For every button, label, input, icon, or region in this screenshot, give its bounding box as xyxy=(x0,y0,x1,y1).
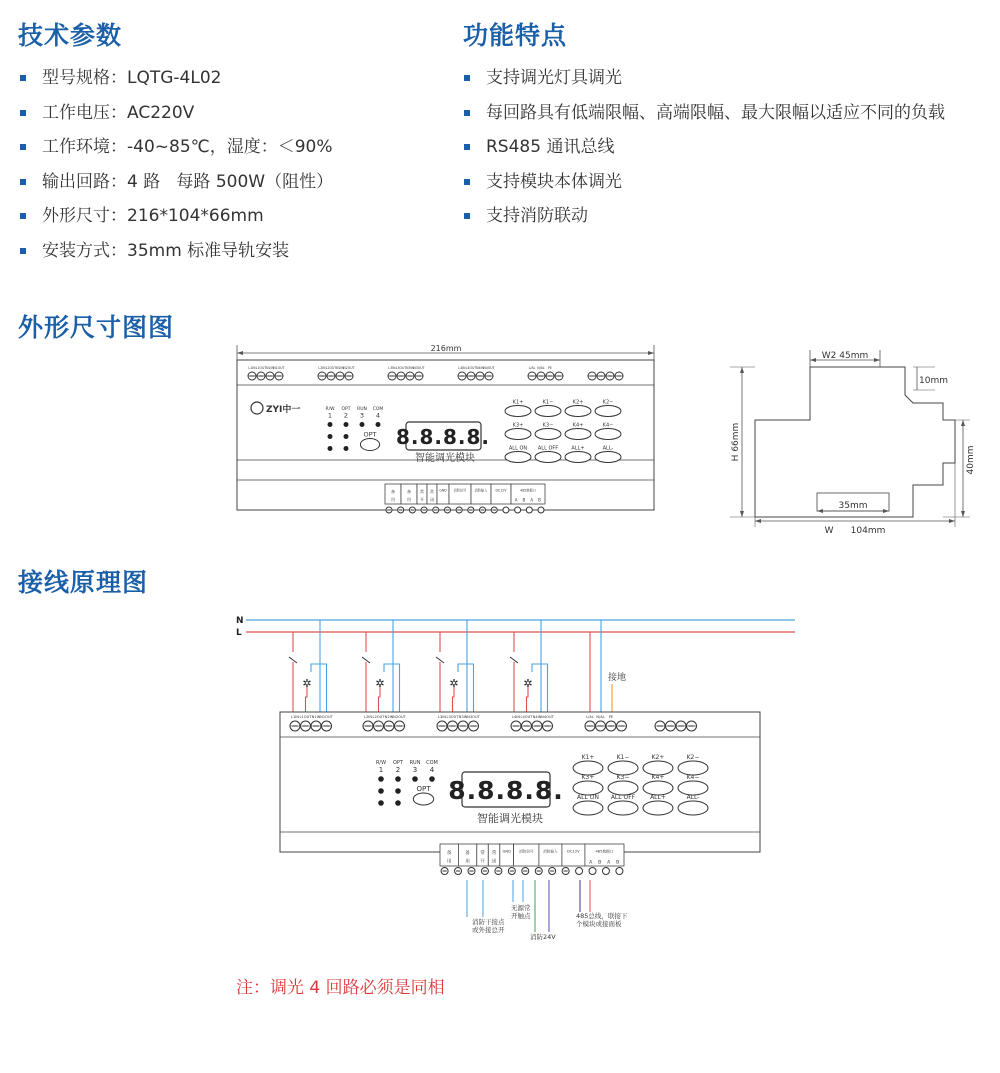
channel-wiring xyxy=(289,620,601,716)
key-label: K1+ xyxy=(581,754,595,761)
terminal-label: N/AL xyxy=(596,715,605,719)
rs485-terminal-icon xyxy=(602,868,609,875)
list-item: 支持消防联动 xyxy=(464,199,945,234)
svg-text:用: 用 xyxy=(446,859,452,865)
ground-label: 接地 xyxy=(608,673,627,683)
bullet-icon xyxy=(464,144,470,150)
terminal-label: L2IN xyxy=(363,715,373,719)
w2-dimension-label: W2 45mm xyxy=(821,351,869,361)
terminal-label: 常 xyxy=(480,850,485,856)
terminal-label: L4OUT xyxy=(465,366,477,370)
list-item: 输出回路：4 路 每路 500W（阻性） xyxy=(20,165,333,200)
list-item: 安装方式：35mm 标准导轨安装 xyxy=(20,234,333,269)
wiring-diagram xyxy=(230,612,800,942)
key-label: K3+ xyxy=(512,422,524,429)
callout-485-bus: 485总线，联接下个模块或接面板 xyxy=(576,912,628,928)
status-label: OPT xyxy=(392,760,404,766)
terminal-label: GND xyxy=(439,488,447,493)
lamp-icon: ✲ xyxy=(449,677,459,690)
terminal-label: PE xyxy=(548,366,552,370)
key-button[interactable] xyxy=(595,406,621,417)
terminal-label: L4IN xyxy=(511,715,521,719)
module-name: 智能调光模块 xyxy=(415,453,475,464)
indicator-led-icon xyxy=(360,422,365,427)
indicator-led-icon xyxy=(344,446,349,451)
terminal-label-cell xyxy=(514,844,539,866)
status-label: COM xyxy=(426,760,438,766)
key-button[interactable] xyxy=(505,429,531,440)
bullet-icon xyxy=(464,213,470,219)
key-button[interactable] xyxy=(643,761,673,775)
key-button[interactable] xyxy=(643,781,673,795)
key-label: ALL- xyxy=(686,794,700,801)
d10-dimension-label: 10mm xyxy=(919,376,948,386)
key-button[interactable] xyxy=(608,761,638,775)
key-label: ALL ON xyxy=(577,794,599,801)
status-label: COM xyxy=(372,407,384,412)
channel-number: 1 xyxy=(378,766,384,774)
w-dimension-label: W 104mm xyxy=(824,526,886,536)
rs485-terminal-icon xyxy=(538,507,544,513)
key-button[interactable] xyxy=(678,781,708,795)
bullet-icon xyxy=(464,179,470,185)
svg-text:A: A xyxy=(530,497,534,503)
module-name: 智能调光模块 xyxy=(477,812,543,825)
terminal-label: PE xyxy=(608,715,614,719)
status-label: RUN xyxy=(409,760,421,766)
lamp-icon: ✲ xyxy=(302,677,312,690)
list-item: 工作环境：-40~85℃，湿度：＜90% xyxy=(20,130,333,165)
key-button[interactable] xyxy=(678,761,708,775)
list-item: 支持调光灯具调光 xyxy=(464,61,945,96)
channel-number: 1 xyxy=(327,411,333,420)
indicator-led-icon xyxy=(344,434,349,439)
indicator-led-icon xyxy=(376,422,381,427)
terminal-label: 485数据口 xyxy=(595,849,614,854)
key-button[interactable] xyxy=(505,406,531,417)
opt-label: OPT xyxy=(363,430,377,439)
terminal-label: N3IN xyxy=(406,366,414,370)
svg-text:用: 用 xyxy=(465,859,470,865)
key-label: K2+ xyxy=(651,754,665,761)
list-item: 支持模块本体调光 xyxy=(464,165,945,200)
dimensions-title: 外形尺寸图图 xyxy=(18,313,175,342)
key-button[interactable] xyxy=(643,801,673,815)
wiring-note: 注：调光 4 回路必须是同相 xyxy=(236,978,445,998)
bullet-icon xyxy=(20,144,26,150)
terminal-label: L3IN xyxy=(437,715,447,719)
key-button[interactable] xyxy=(595,429,621,440)
terminal-label: N3IN xyxy=(458,715,468,719)
terminal-label: 常 xyxy=(430,489,434,494)
terminal-label-cell xyxy=(449,484,471,504)
side-view-diagram xyxy=(725,345,980,540)
terminal-label: 485数据口 xyxy=(520,488,536,493)
terminal-label: 消防信号 xyxy=(518,849,534,854)
svg-text:A: A xyxy=(607,860,611,866)
terminal-label: L1OUT xyxy=(255,366,267,370)
status-label: RUN xyxy=(357,407,367,412)
key-label: K1− xyxy=(616,754,630,761)
lamp-icon: ✲ xyxy=(523,677,533,690)
key-button[interactable] xyxy=(565,406,591,417)
bullet-icon xyxy=(20,110,26,116)
key-button[interactable] xyxy=(535,406,561,417)
d35-dimension-label: 35mm xyxy=(838,501,868,511)
terminal-label: DC12V xyxy=(495,488,507,493)
terminal-label: 消防输入 xyxy=(474,488,488,493)
rs485-terminal-icon xyxy=(526,507,532,513)
key-label: K4− xyxy=(602,422,614,429)
terminal-label-cell xyxy=(539,844,562,866)
width-dimension-label: 216mm xyxy=(430,344,462,353)
key-label: ALL OFF xyxy=(537,445,559,452)
opt-button[interactable] xyxy=(360,439,379,451)
terminal-label-cell xyxy=(491,484,511,504)
terminal-label: 常 xyxy=(420,489,424,494)
key-label: K2− xyxy=(686,754,700,761)
channel-number: 3 xyxy=(412,766,418,774)
terminal-label: L4IN xyxy=(458,366,466,370)
terminal-label: L/AL xyxy=(586,715,594,719)
svg-text:开: 开 xyxy=(420,497,424,502)
svg-text:闭: 闭 xyxy=(430,497,434,502)
svg-text:B: B xyxy=(616,860,620,866)
terminal-label: N3OUT xyxy=(413,366,425,370)
key-button[interactable] xyxy=(573,801,603,815)
features-list xyxy=(464,61,945,234)
channel-number: 4 xyxy=(429,766,435,774)
terminal-label: DC12V xyxy=(567,849,580,854)
key-label: K1+ xyxy=(512,399,524,406)
indicator-led-icon xyxy=(328,434,333,439)
indicator-led-icon xyxy=(395,776,401,782)
indicator-led-icon xyxy=(412,776,418,782)
terminal-label: 常 xyxy=(491,850,497,856)
bullet-icon xyxy=(464,110,470,116)
key-button[interactable] xyxy=(535,429,561,440)
terminal-label: 消防信号 xyxy=(453,488,467,493)
channel-number: 3 xyxy=(359,411,365,420)
svg-text:开: 开 xyxy=(480,859,485,865)
key-label: K2+ xyxy=(572,399,584,406)
rs485-terminal-icon xyxy=(515,507,521,513)
status-label: OPT xyxy=(341,407,351,412)
display-digits: 8.8.8.8. xyxy=(448,776,564,805)
indicator-led-icon xyxy=(344,422,349,427)
svg-text:A: A xyxy=(514,497,518,503)
terminal-label: N1OUT xyxy=(273,366,285,370)
list-item: 外形尺寸：216*104*66mm xyxy=(20,199,333,234)
key-button[interactable] xyxy=(505,452,531,463)
terminal-label: N1IN xyxy=(266,366,274,370)
callout-passive-contact: 无源常开触点 xyxy=(511,904,531,920)
key-label: ALL- xyxy=(602,445,614,452)
svg-text:B: B xyxy=(538,497,541,503)
key-label: K4+ xyxy=(572,422,584,429)
channel-number: 2 xyxy=(343,411,349,420)
terminal-label: 消防输入 xyxy=(543,849,558,854)
svg-text:B: B xyxy=(598,860,602,866)
svg-text:ZYI中一: ZYI中一 xyxy=(266,405,301,415)
features-title: 功能特点 xyxy=(463,21,568,50)
lamp-icon: ✲ xyxy=(375,677,385,690)
key-label: ALL OFF xyxy=(610,794,636,801)
opt-label: OPT xyxy=(416,785,431,793)
indicator-led-icon xyxy=(395,788,401,794)
terminal-label: GND xyxy=(502,849,511,854)
front-view-diagram xyxy=(230,340,660,520)
terminal-label: N4OUT xyxy=(541,715,554,719)
wiring-title: 接线原理图 xyxy=(18,568,149,597)
key-button[interactable] xyxy=(608,801,638,815)
terminal-label-cell xyxy=(437,484,449,504)
terminal-label: N2IN xyxy=(336,366,344,370)
list-item: RS485 通讯总线 xyxy=(464,130,945,165)
terminal-label: L2OUT xyxy=(372,715,385,719)
terminal-label: L3OUT xyxy=(395,366,407,370)
key-label: K3− xyxy=(542,422,554,429)
key-button[interactable] xyxy=(573,781,603,795)
list-item: 每回路具有低端限幅、高端限幅、最大限幅以适应不同的负载 xyxy=(464,96,945,131)
key-label: K2− xyxy=(602,399,614,406)
status-label: R/W xyxy=(375,760,387,766)
terminal-label: L4OUT xyxy=(520,715,533,719)
display-digits: 8.8.8.8. xyxy=(395,425,491,449)
rs485-terminal-icon xyxy=(589,868,596,875)
terminal-label: L1IN xyxy=(290,715,300,719)
terminal-label: N1OUT xyxy=(320,715,333,719)
key-label: K4− xyxy=(686,774,700,781)
terminal-label: N4OUT xyxy=(483,366,495,370)
terminal-label: N/AL xyxy=(537,366,545,370)
svg-text:B: B xyxy=(522,497,526,503)
callout-fire-24v: 消防24V xyxy=(530,933,556,941)
n-line-label: N xyxy=(236,616,244,626)
rs485-terminal-icon xyxy=(616,868,623,875)
terminal-label: L1IN xyxy=(248,366,256,370)
svg-text:用: 用 xyxy=(407,497,411,502)
terminal-label: N2OUT xyxy=(343,366,355,370)
list-item: 工作电压：AC220V xyxy=(20,96,333,131)
key-label: K4+ xyxy=(651,774,665,781)
key-label: ALL+ xyxy=(571,445,585,452)
terminal-label: L1OUT xyxy=(299,715,312,719)
indicator-led-icon xyxy=(395,800,401,806)
terminal-label: 备 xyxy=(446,850,452,856)
bullet-icon xyxy=(464,75,470,81)
key-label: K3− xyxy=(616,774,630,781)
key-button[interactable] xyxy=(608,781,638,795)
status-label: R/W xyxy=(325,407,335,412)
key-button[interactable] xyxy=(678,801,708,815)
bullet-icon xyxy=(20,213,26,219)
terminal-label: N2OUT xyxy=(393,715,406,719)
bottom-terminal-block xyxy=(440,844,624,875)
indicator-led-icon xyxy=(328,446,333,451)
terminal-label-cell xyxy=(562,844,585,866)
h-dimension-label: H 66mm xyxy=(731,422,741,462)
key-button[interactable] xyxy=(565,452,591,463)
terminal-label: 备 xyxy=(407,489,411,494)
bullet-icon xyxy=(20,75,26,81)
indicator-led-icon xyxy=(378,776,384,782)
bullet-icon xyxy=(20,179,26,185)
opt-button[interactable] xyxy=(413,793,433,805)
terminal-label: L2OUT xyxy=(325,366,337,370)
indicator-led-icon xyxy=(429,776,435,782)
terminal-label: 备 xyxy=(391,489,395,494)
key-label: K3+ xyxy=(581,774,595,781)
terminal-label: L/AL xyxy=(528,366,536,370)
terminal-label: N1IN xyxy=(311,715,321,719)
terminal-label: N2IN xyxy=(384,715,394,719)
key-button[interactable] xyxy=(535,452,561,463)
key-label: ALL ON xyxy=(508,445,528,452)
svg-text:A: A xyxy=(589,860,593,866)
terminal-label: 备 xyxy=(465,850,470,856)
terminal-label: L2IN xyxy=(318,366,326,370)
terminal-label: N4IN xyxy=(476,366,484,370)
indicator-led-icon xyxy=(378,800,384,806)
specs-list xyxy=(20,61,333,269)
rs485-terminal-icon xyxy=(503,507,509,513)
key-button[interactable] xyxy=(573,761,603,775)
callout-fire-contact: 消防干接点或外接总开 xyxy=(472,918,505,934)
indicator-led-icon xyxy=(328,422,333,427)
terminal-label: L3IN xyxy=(388,366,396,370)
terminal-label-cell xyxy=(471,484,491,504)
terminal-label-cell xyxy=(500,844,514,866)
bullet-icon xyxy=(20,248,26,254)
specs-title: 技术参数 xyxy=(18,21,123,50)
key-button[interactable] xyxy=(595,452,621,463)
key-label: K1− xyxy=(542,399,554,406)
indicator-led-icon xyxy=(378,788,384,794)
svg-text:用: 用 xyxy=(391,497,395,502)
channel-number: 4 xyxy=(375,411,381,420)
d40-dimension-label: 40mm xyxy=(966,445,976,475)
channel-number: 2 xyxy=(395,766,401,774)
l-line-label: L xyxy=(236,628,242,638)
key-button[interactable] xyxy=(565,429,591,440)
terminal-label: N4IN xyxy=(532,715,542,719)
list-item: 型号规格：LQTG-4L02 xyxy=(20,61,333,96)
terminal-label: N3OUT xyxy=(467,715,480,719)
key-label: ALL+ xyxy=(650,794,666,801)
terminal-label: L3OUT xyxy=(446,715,459,719)
rs485-terminal-icon xyxy=(576,868,583,875)
svg-text:闭: 闭 xyxy=(491,859,497,865)
